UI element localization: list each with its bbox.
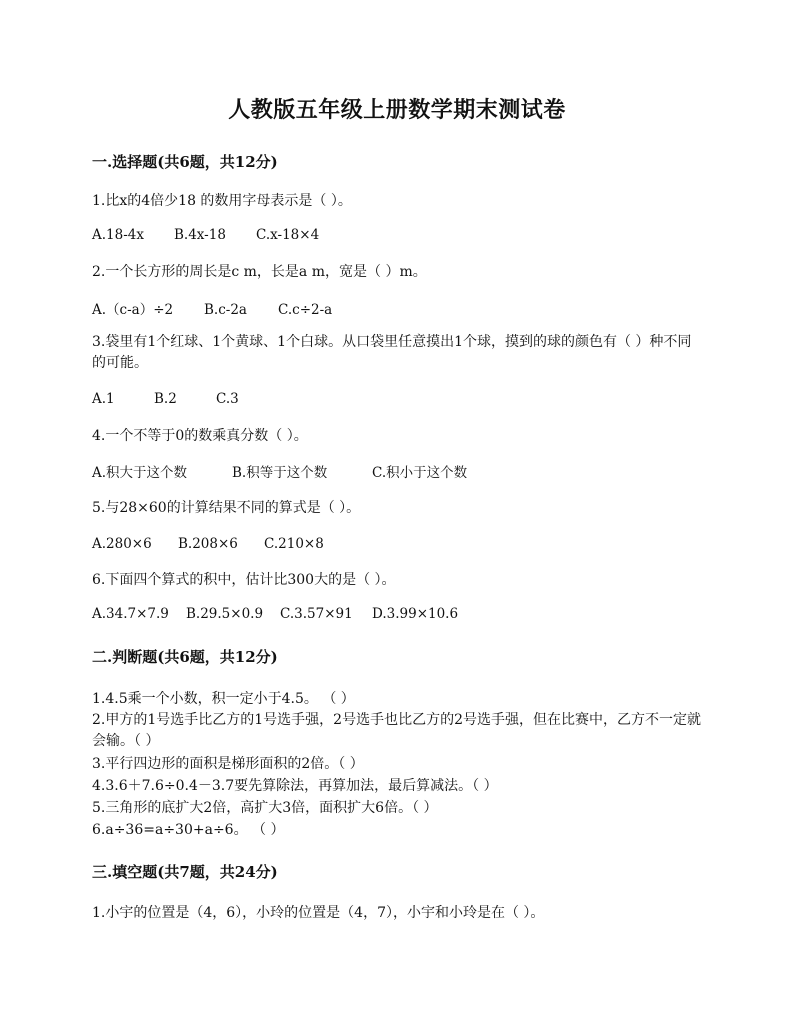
section-heading-judge: 二.判断题(共6题，共12分) [92,648,278,666]
judge-item-5: 5.三角形的底扩大2倍，高扩大3倍，面积扩大6倍。（ ） [92,800,438,816]
option-c: C.210×8 [264,536,324,552]
option-c: C.c÷2-a [278,302,333,318]
option-a: A.（c-a）÷2 [92,302,174,318]
option-a: A.积大于这个数 [92,465,188,481]
options-5 [92,536,324,552]
judge-item-3: 3.平行四边形的面积是梯形面积的2倍。（ ） [92,756,364,772]
option-c: C.3 [216,391,239,407]
options-3 [92,391,239,407]
option-b: B.积等于这个数 [232,465,328,481]
question-3: 3.袋里有1个红球、1个黄球、1个白球。从口袋里任意摸出1个球，摸到的球的颜色有（ ）种不同的可能。 [92,334,692,371]
option-a: A.1 [92,391,115,407]
question-1: 1.比x的4倍少18 的数用字母表示是（ ）。 [92,193,352,209]
question-2: 2.一个长方形的周长是c m，长是a m，宽是（ ）m。 [92,264,427,280]
fill-item-1: 1.小宇的位置是（4，6），小玲的位置是（4，7），小宇和小玲是在（ ）。 [92,905,545,921]
options-1 [92,227,319,243]
page-title: 人教版五年级上册数学期末测试卷 [228,97,566,123]
judge-item-2: 2.甲方的1号选手比乙方的1号选手强，2号选手也比乙方的2号选手强，但在比赛中，乙方不一定就会输。（ ） [92,712,701,749]
option-a: A.280×6 [92,536,152,552]
option-b: B.2 [154,391,177,407]
option-c: C.x-18×4 [256,227,320,243]
option-b: B.29.5×0.9 [186,606,264,622]
option-b: B.208×6 [178,536,238,552]
options-2 [92,298,332,318]
option-b: B.c-2a [204,302,247,318]
judge-item-1: 1.4.5乘一个小数，积一定小于4.5。 （ ） [92,691,355,707]
section-heading-fill: 三.填空题(共7题，共24分) [92,863,278,881]
option-c: C.3.57×91 [280,606,353,622]
options-4 [92,461,467,481]
option-a: A.18-4x [92,227,144,243]
option-a: A.34.7×7.9 [92,606,169,622]
option-d: D.3.99×10.6 [372,606,459,622]
option-b: B.4x-18 [174,227,226,243]
judge-item-6: 6.a÷36=a÷30+a÷6。 （ ） [92,822,285,838]
options-6 [92,606,458,622]
question-6: 6.下面四个算式的积中，估计比300大的是（ ）。 [92,572,396,588]
question-4: 4.一个不等于0的数乘真分数（ ）。 [92,428,308,444]
section-heading-choice: 一.选择题(共6题，共12分) [92,153,278,171]
option-c: C.积小于这个数 [372,465,468,481]
judge-item-4: 4.3.6＋7.6÷0.4－3.7要先算除法，再算加法，最后算减法。（ ） [92,778,498,794]
question-5: 5.与28×60的计算结果不同的算式是（ ）。 [92,500,361,516]
